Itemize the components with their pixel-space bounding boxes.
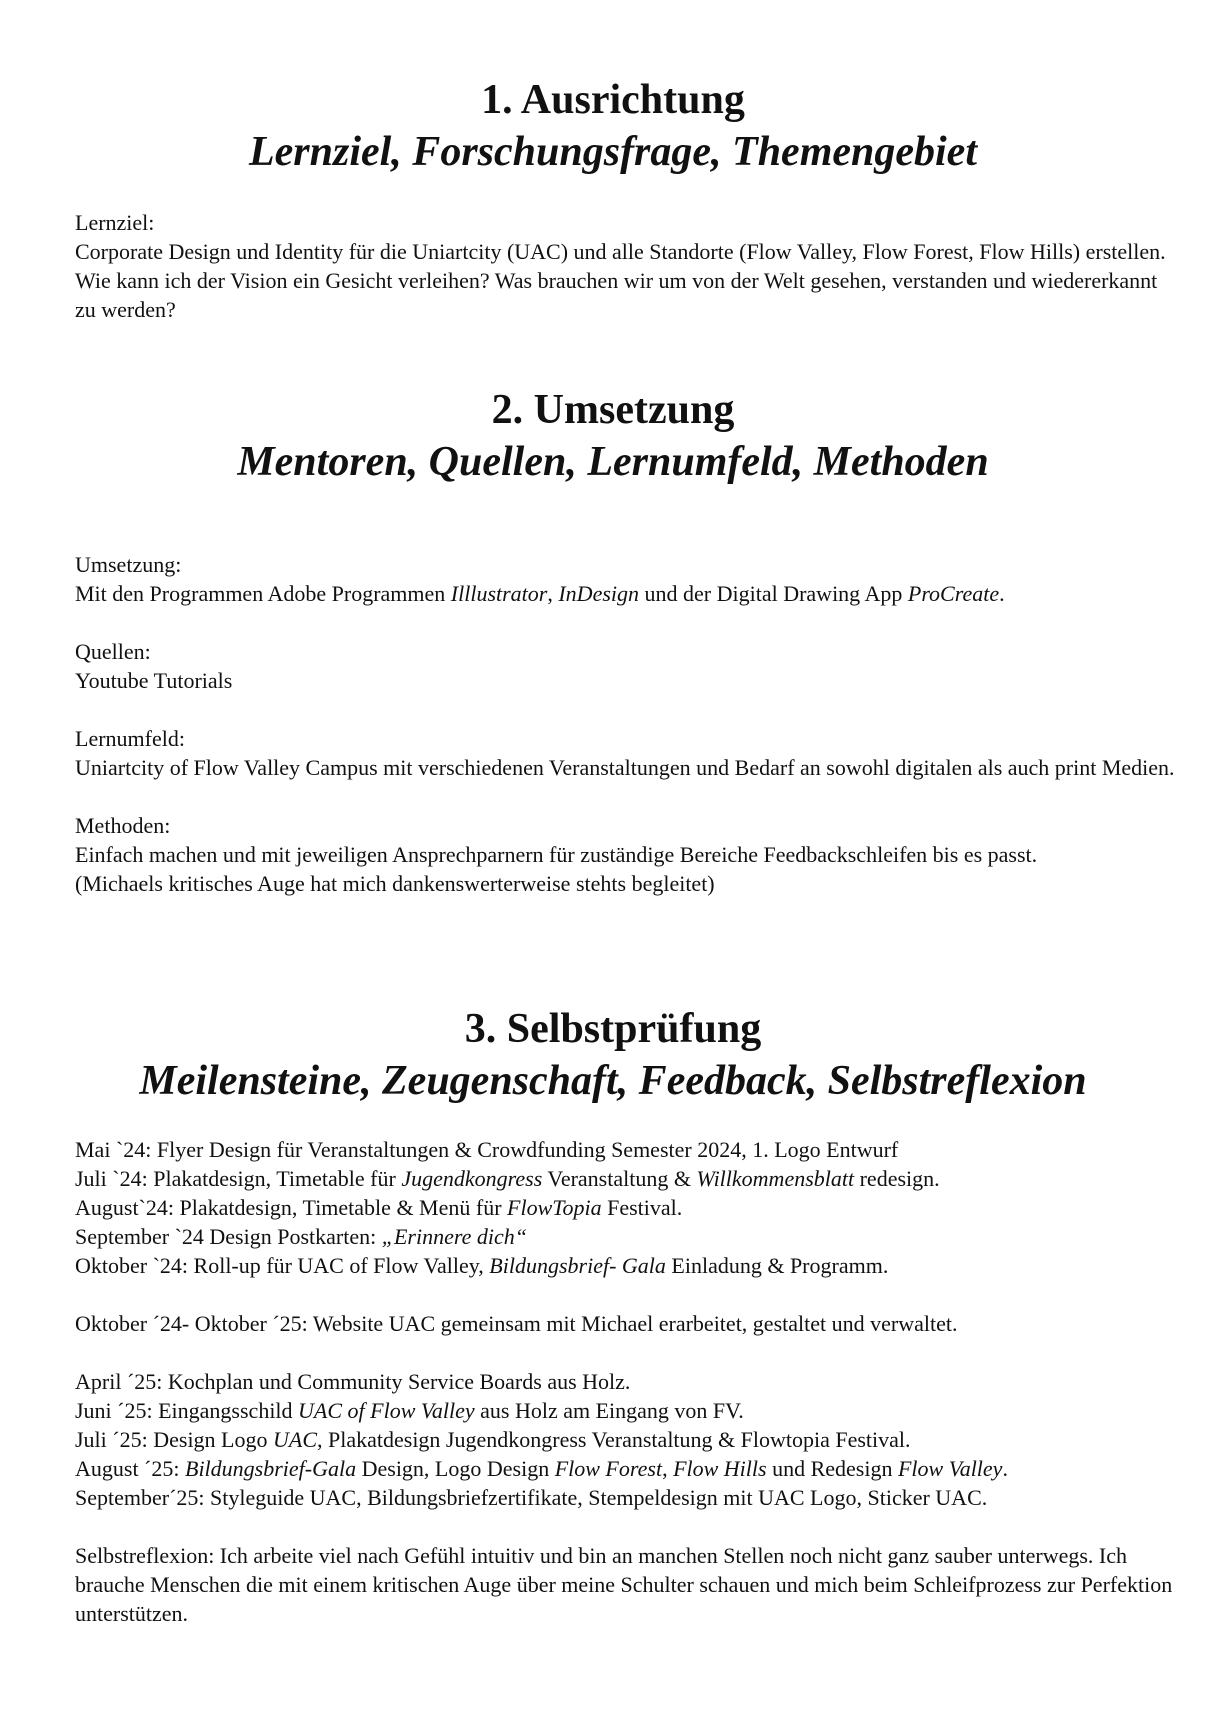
section-3-subtitle: Meilensteine, Zeugenschaft, Feedback, Selbstreflexion [139,1058,1087,1104]
lernziel-text: Corporate Design und Identity für die Uniartcity (UAC) und alle Standorte (Flow Valley, Flow Forest, Flow Hills) erstellen. Wie kann ich der Vision ein Gesicht verleihen? Was brauchen wir um von der Welt gesehen, verstanden und wiedererkannt zu werden? [75,239,1166,322]
illustrator-name: Illlustrator [450,581,548,606]
milestone-item: August ´25: Bildungsbrief-Gala Design, Logo Design Flow Forest, Flow Hills und Redesign Flow Valley. [75,1456,1008,1481]
milestone-item: August`24: Plakatdesign, Timetable & Menü für FlowTopia Festival. [75,1195,683,1220]
section-3-title: 3. Selbstprüfung [464,1006,762,1052]
milestone-item: April ´25: Kochplan und Community Service Boards aus Holz. [75,1369,631,1394]
selbstreflexion-text: Selbstreflexion: Ich arbeite viel nach Gefühl intuitiv und bin an manchen Stellen noch nicht ganz sauber unterwegs. Ich brauche Menschen die mit einem kritischen Auge über meine Schulter schauen und mich beim Schleifprozess zur Perfektion unterstützen. [75,1543,1173,1626]
milestone-item: Juni ´25: Eingangsschild UAC of Flow Valley aus Holz am Eingang von FV. [75,1398,744,1423]
milestone-item: September `24 Design Postkarten: „Erinnere dich“ [75,1224,527,1249]
section-1-subtitle: Lernziel, Forschungsfrage, Themengebiet [248,129,977,175]
section-2-body [75,550,1175,898]
section-1-body [75,208,1175,324]
methoden-note: (Michaels kritisches Auge hat mich dankenswerterweise stehts begleitet) [75,871,715,896]
section-2-subtitle: Mentoren, Quellen, Lernumfeld, Methoden [237,439,989,485]
milestone-item: Oktober `24: Roll-up für UAC of Flow Valley, Bildungsbrief- Gala Einladung & Programm. [75,1253,889,1278]
methoden-label: Methoden: [75,813,171,838]
indesign-name: InDesign [558,581,640,606]
milestone-item: Mai `24: Flyer Design für Veranstaltungen & Crowdfunding Semester 2024, 1. Logo Entwurf [75,1137,899,1162]
milestone-item: Juli ´25: Design Logo UAC, Plakatdesign Jugendkongress Veranstaltung & Flowtopia Festival. [75,1427,911,1452]
quellen-label: Quellen: [75,639,151,664]
lernziel-label: Lernziel: [75,210,155,235]
quellen-text: Youtube Tutorials [75,668,233,693]
lernumfeld-label: Lernumfeld: [75,726,185,751]
section-3-body [75,1135,1175,1628]
procreate-name: ProCreate [907,581,1000,606]
methoden-text: Einfach machen und mit jeweiligen Ansprechparnern für zuständige Bereiche Feedbackschleifen bis es passt. [75,842,1038,867]
umsetzung-label: Umsetzung: [75,552,182,577]
section-2-title: 2. Umsetzung [491,387,735,433]
lernumfeld-text: Uniartcity of Flow Valley Campus mit verschiedenen Veranstaltungen und Bedarf an sowohl digitalen als auch print Medien. [75,755,1175,780]
section-1-title: 1. Ausrichtung [481,77,745,123]
milestone-item: Oktober ´24- Oktober ´25: Website UAC gemeinsam mit Michael erarbeitet, gestaltet und verwaltet. [75,1311,958,1336]
milestone-item: September´25: Styleguide UAC, Bildungsbriefzertifikate, Stempeldesign mit UAC Logo, Sticker UAC. [75,1485,988,1510]
milestone-item: Juli `24: Plakatdesign, Timetable für Jugendkongress Veranstaltung & Willkommensblatt redesign. [75,1166,940,1191]
umsetzung-text: Mit den Programmen Adobe Programmen Illlustrator, InDesign und der Digital Drawing App ProCreate. [75,581,1005,606]
